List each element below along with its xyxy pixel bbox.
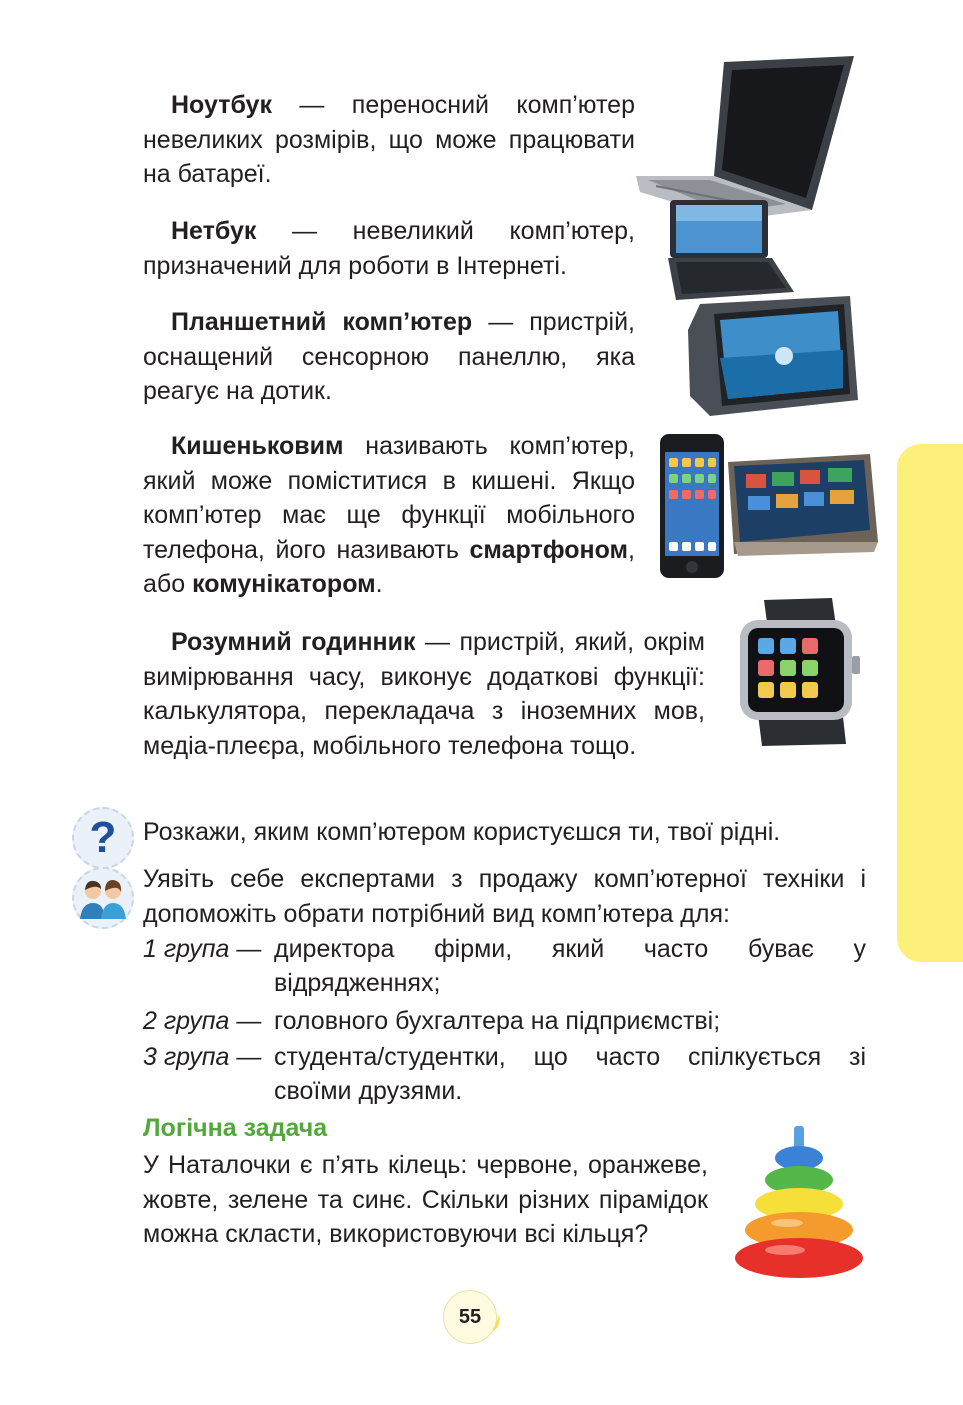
pyramid-image — [730, 1122, 868, 1282]
tablet-term: Планшетний комп’ютер — [171, 308, 473, 336]
group-text: студента/студентки, що часто спілкується зі своїми друзями. — [274, 1043, 866, 1105]
page-number-badge — [443, 1290, 505, 1348]
watch-paragraph — [143, 625, 705, 763]
smartphone-image — [658, 432, 726, 580]
tablet-definition: — пристрій, оснащений сенсорною панеллю, яка реагує на дотик. — [143, 308, 635, 405]
page-number: 55 — [443, 1290, 497, 1344]
laptop-definition: — переносний комп’ютер невеликих розмірів, що може працювати на батареї. — [143, 91, 635, 188]
watch-term: Розумний годинник — [171, 628, 416, 656]
netbook-paragraph — [143, 214, 635, 283]
netbook-image — [664, 196, 796, 300]
logic-heading: Логічна задача — [143, 1114, 328, 1142]
side-tab — [897, 444, 963, 962]
tablet-image — [686, 296, 860, 418]
group-icon — [72, 867, 134, 929]
pocket-tablet-image — [724, 452, 880, 556]
smartphone-term: смартфоном — [469, 535, 629, 564]
question-text: Розкажи, яким комп’ютером користуєшся ти, твої рідні. — [143, 818, 781, 846]
logic-text: У Наталочки є п’ять кілець: червоне, оранжеве, жовте, зелене та синє. Скільки різних пірамідок можна скласти, використовуючи всі кільця? — [143, 1151, 708, 1248]
pocket-text-2: , або — [143, 535, 635, 598]
netbook-term: Нетбук — [171, 217, 257, 245]
laptop-term: Ноутбук — [171, 91, 272, 119]
smartwatch-image — [724, 596, 874, 748]
group-task-intro: Уявіть себе експертами з продажу комп’ютерної техніки і допоможіть обрати потрібний вид комп’ютера для: — [143, 865, 866, 928]
group-item — [143, 932, 866, 1000]
pocket-paragraph — [143, 429, 635, 602]
communicator-term: комунікатором — [192, 570, 376, 598]
group-label: 1 група — — [143, 935, 262, 963]
question-mark: ? — [89, 813, 117, 862]
laptop-paragraph — [143, 88, 635, 192]
question-icon — [72, 807, 134, 869]
laptop-image — [636, 52, 862, 220]
group-item — [143, 1040, 866, 1108]
pocket-text-1: називають комп’ютер, який може поміститися в кишені. Якщо комп’ютер має ще функції мобільного телефона, його називають — [143, 432, 635, 564]
group-people-icon — [74, 869, 132, 927]
group-text: директора фірми, який часто буває у відрядженнях; — [274, 935, 866, 997]
netbook-definition: — невеликий комп’ютер, призначений для роботи в Інтернеті. — [143, 217, 635, 280]
group-item — [143, 1004, 866, 1038]
pocket-term: Кишеньковим — [171, 432, 344, 460]
group-text: головного бухгалтера на підприємстві; — [274, 1007, 721, 1035]
group-label: 2 група — — [143, 1007, 262, 1035]
pocket-text-3: . — [375, 570, 383, 598]
tablet-paragraph — [143, 305, 635, 409]
group-label: 3 група — — [143, 1043, 262, 1071]
watch-definition: — пристрій, який, окрім вимірювання часу, виконує додаткові функції: калькулятора, перекладача з іноземних мов, медіа-плеєра, мобільного телефона тощо. — [143, 628, 705, 760]
